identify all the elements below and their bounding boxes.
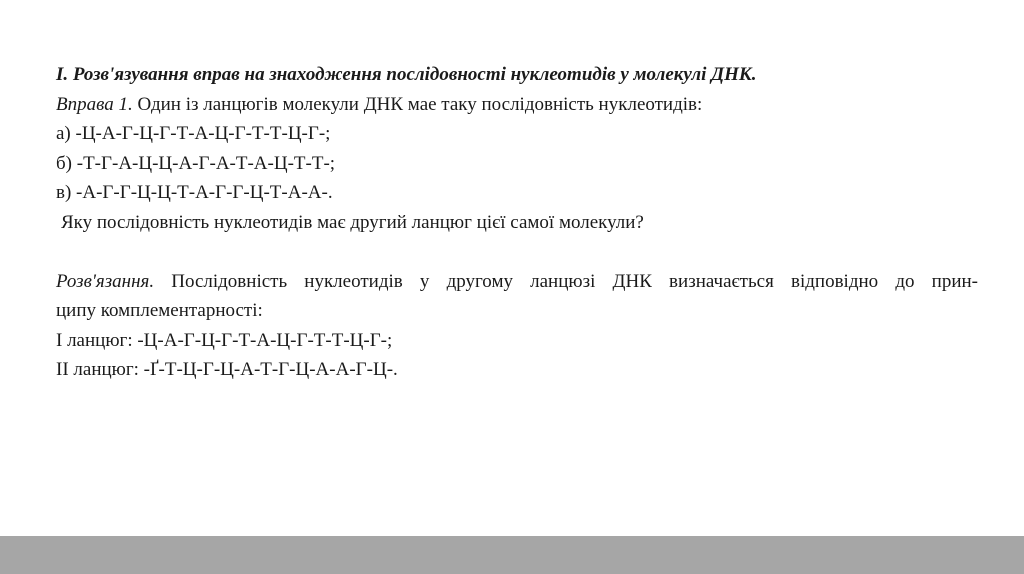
solution-line-1 [56, 267, 978, 297]
chain-one: І ланцюг: -Ц-А-Г-Ц-Г-Т-А-Ц-Г-Т-Т-Ц-Г-; [56, 329, 393, 351]
exercise-question: Яку послідовність нуклеотидів має другий ланцюг цієї самої молекули? [61, 211, 644, 233]
solution-text-1: Послідовність нуклеотидів у другому ланцюзі ДНК визначається відповідно до прин- [154, 270, 978, 292]
document-body [56, 60, 978, 385]
exercise-intro-line [56, 90, 978, 120]
exercise-intro: Один із ланцюгів молекули ДНК мае таку послідовність нуклеотидів: [132, 93, 703, 115]
chain-two: ІІ ланцюг: -Ґ-Т-Ц-Г-Ц-А-Т-Г-Ц-А-А-Г-Ц-. [56, 359, 398, 380]
sequence-item-b: б) -Т-Г-А-Ц-Ц-А-Г-А-Т-А-Ц-Т-Т-; [56, 152, 336, 174]
blank-line [56, 237, 978, 267]
section-title: І. Розв'язування вправ на знаходження послідовності нуклеотидів у молекулі ДНК. [56, 64, 757, 85]
footer-bar [0, 536, 1024, 574]
solution-line-2: ципу комплементарності: [56, 300, 263, 321]
exercise-label: Вправа 1. [56, 93, 133, 115]
sequence-item-a: а) -Ц-А-Г-Ц-Г-Т-А-Ц-Г-Т-Т-Ц-Г-; [56, 123, 331, 144]
sequence-item-c: в) -А-Г-Г-Ц-Ц-Т-А-Г-Г-Ц-Т-А-А-. [56, 182, 333, 203]
solution-label: Розв'язання. [56, 270, 155, 292]
